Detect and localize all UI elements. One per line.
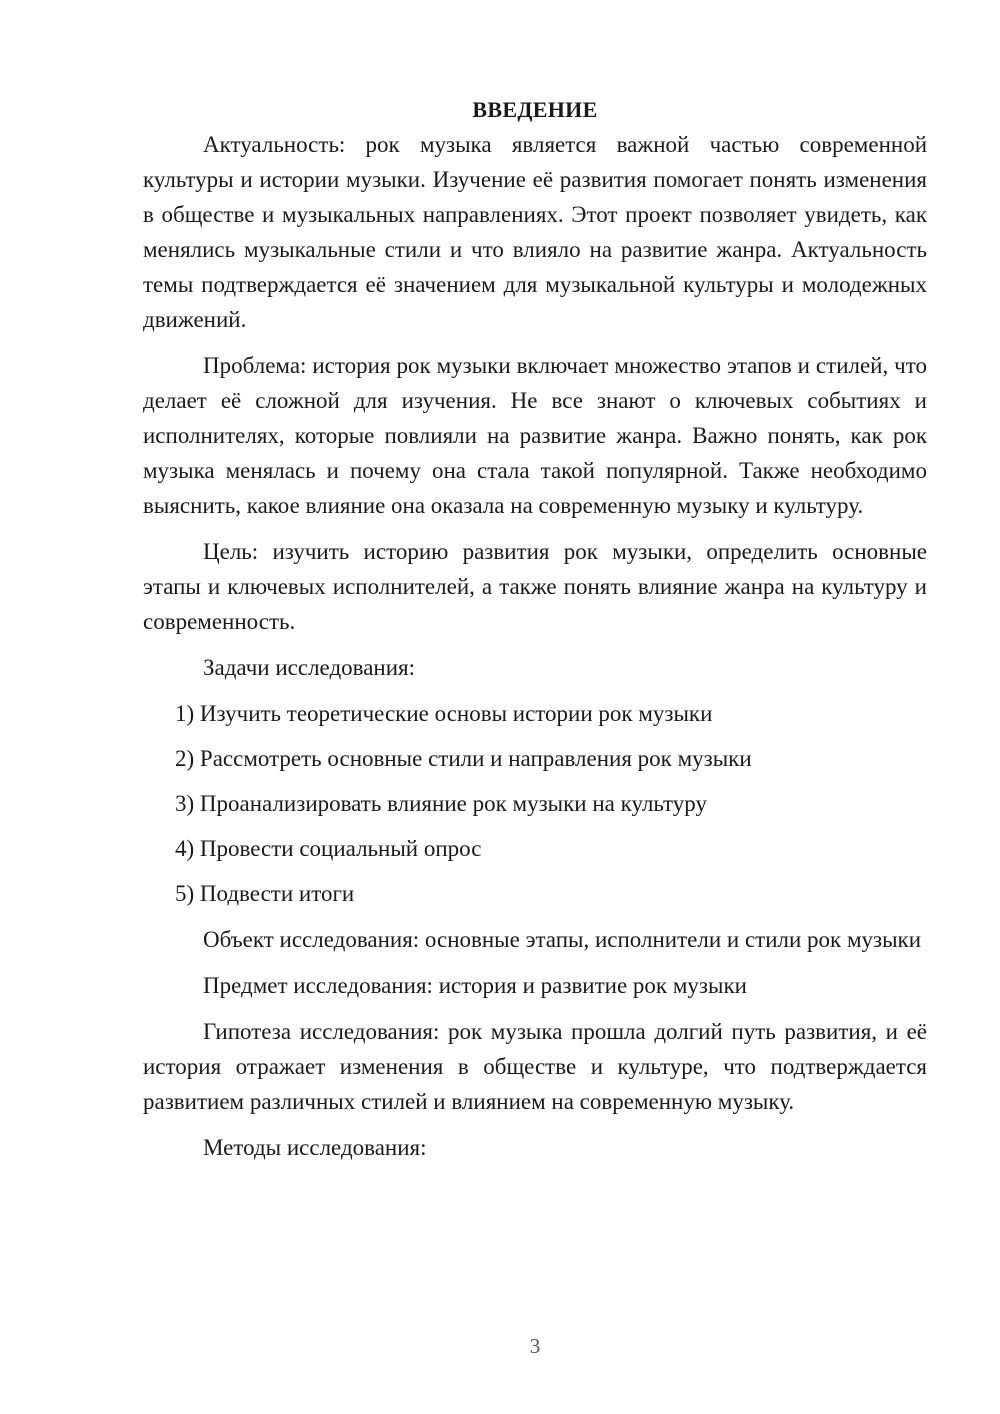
- methods-heading: Методы исследования:: [203, 1135, 427, 1160]
- paragraph-gap: [143, 911, 927, 922]
- paragraph-gap: [143, 337, 927, 348]
- list-item: 4) Провести социальный опрос: [175, 836, 482, 861]
- paragraph-gap: [143, 639, 927, 650]
- goal-paragraph: Цель: изучить историю развития рок музыки, определить основные этапы и ключевых исполнителей, а также понять влияние жанра на культуру и современность.: [143, 539, 927, 634]
- paragraph-gap: [143, 523, 927, 534]
- paragraph-gap: [143, 1003, 927, 1014]
- section-title: ВВЕДЕНИЕ: [472, 97, 598, 122]
- list-item: 1) Изучить теоретические основы истории рок музыки: [175, 701, 713, 726]
- page-number: 3: [529, 1334, 541, 1358]
- hypothesis-paragraph: Гипотеза исследования: рок музыка прошла долгий путь развития, и её история отражает изменения в обществе и культуре, что подтверждается развитием различных стилей и влиянием на современную музыку.: [143, 1019, 927, 1114]
- paragraph-gap: [143, 685, 927, 696]
- tasks-list: [143, 696, 927, 911]
- list-item: 2) Рассмотреть основные стили и направления рок музыки: [175, 746, 752, 771]
- subject-paragraph: Предмет исследования: история и развитие рок музыки: [203, 973, 747, 998]
- paragraph-gap: [143, 1119, 927, 1130]
- list-item: 3) Проанализировать влияние рок музыки на культуру: [175, 791, 707, 816]
- relevance-paragraph: Актуальность: рок музыка является важной частью современной культуры и истории музыки. Изучение её развития помогает понять изменения в обществе и музыкальных направлениях. Этот проект позволяет увидеть, как менялись музыкальные стили и что влияло на развитие жанра. Актуальность темы подтверждается её значением для музыкальной культуры и молодежных движений.: [143, 132, 927, 332]
- page-content: [143, 92, 927, 1165]
- list-item: 5) Подвести итоги: [175, 881, 355, 906]
- paragraph-gap: [143, 957, 927, 968]
- problem-paragraph: Проблема: история рок музыки включает множество этапов и стилей, что делает её сложной для изучения. Не все знают о ключевых событиях и исполнителях, которые повлияли на развитие жанра. Важно понять, как рок музыка менялась и почему она стала такой популярной. Также необходимо выяснить, какое влияние она оказала на современную музыку и культуру.: [143, 353, 927, 518]
- object-paragraph: Объект исследования: основные этапы, исполнители и стили рок музыки: [203, 927, 922, 952]
- tasks-heading: Задачи исследования:: [203, 655, 416, 680]
